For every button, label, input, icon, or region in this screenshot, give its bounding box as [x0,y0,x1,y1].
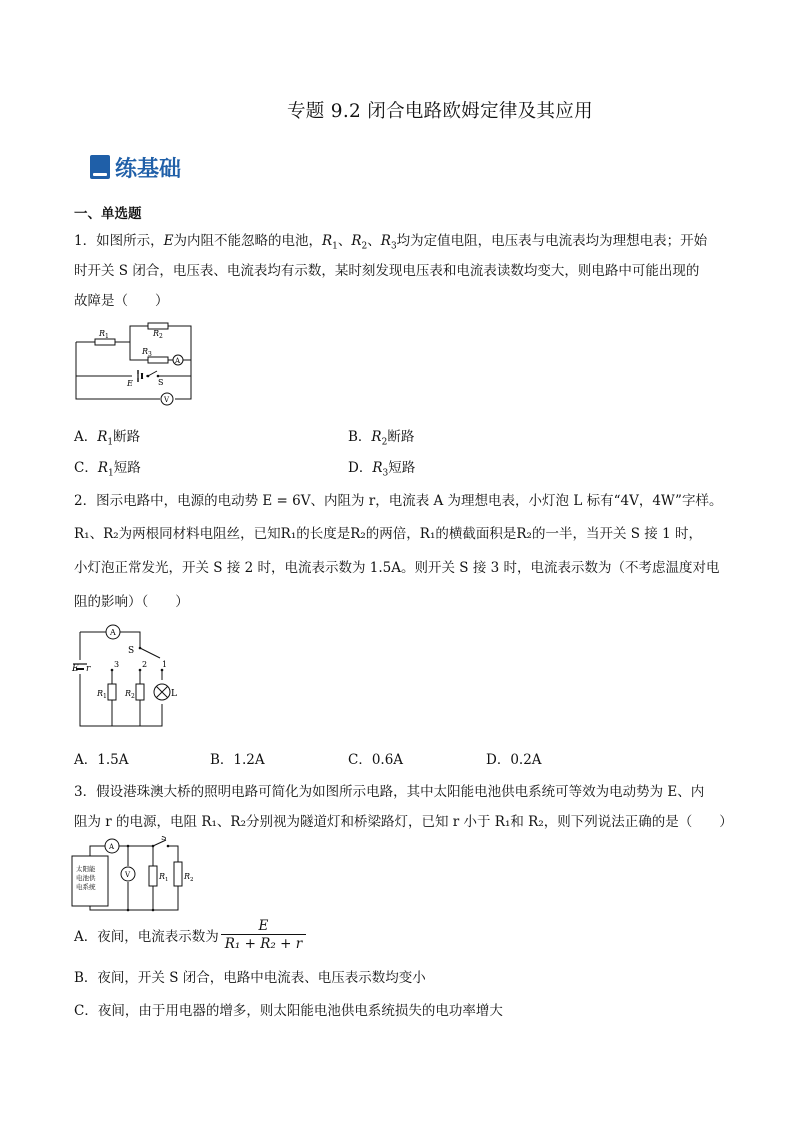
svg-text:电系统: 电系统 [76,883,96,891]
svg-text:1: 1 [105,333,109,340]
svg-text:A: A [110,628,116,637]
svg-text:3: 3 [148,351,152,358]
q1-option-c[interactable]: C．$R_1$短路 [74,460,141,479]
svg-text:R: R [159,872,166,881]
q2-option-a[interactable]: A．1.5A [74,752,129,768]
q1-line2: 时开关 S 闭合，电压表、电流表均有示数，某时刻发现电压表和电流表读数均变大，则电路中可能出现的 [74,263,700,279]
q3-option-c[interactable]: C．夜间，由于用电器的增多，则太阳能电池供电系统损失的电功率增大 [74,1003,503,1019]
svg-text:1: 1 [162,660,168,669]
q1-line1: 1．如图所示，E为内阻不能忽略的电池，$R_1$、$R_2$、$R_3$均为定值电阻，电压表与电流表均为理想电表；开始 [74,233,708,252]
svg-text:S: S [158,378,164,387]
q2-circuit-diagram [70,620,190,732]
ammeter-label: A [175,357,181,365]
q2-option-b[interactable]: B．1.2A [210,752,265,768]
q2-line2: R₁、R₂为两根同材料电阻丝，已知R₁的长度是R₂的两倍，R₁的横截面积是R₂的一半，当开关 S 接 1 时， [74,526,702,542]
q1-option-b[interactable]: B．$R_2$断路 [348,429,415,448]
q3-option-b[interactable]: B．夜间，开关 S 闭合，电路中电流表、电压表示数均变小 [74,970,426,986]
svg-text:L: L [171,689,177,699]
svg-text:R: R [142,347,149,356]
svg-text:V: V [125,871,131,879]
section-heading: 一、单选题 [74,206,142,222]
fraction: $\frac{E}{\text{R₁ + R₂ + r}}$ [221,918,306,952]
q1-option-d[interactable]: D．$R_3$短路 [348,460,416,479]
svg-text:R: R [97,689,104,698]
svg-text:r: r [86,664,91,674]
svg-text:S: S [161,836,167,842]
q1-line3: 故障是（ ） [74,293,169,309]
page-title: 专题 9.2 闭合电路欧姆定律及其应用 [287,101,593,122]
q3-line1: 3．假设港珠澳大桥的照明电路可简化为如图所示电路，其中太阳能电池供电系统可等效为电动势为 E、内 [74,784,705,800]
svg-text:A: A [109,843,115,851]
q3-line2: 阻为 r 的电源，电阻 R₁、R₂分别视为隧道灯和桥梁路灯，已知 r 小于 R₁和 R₂，则下列说法正确的是（ ） [74,814,733,830]
svg-text:3: 3 [114,660,120,669]
svg-text:E: E [72,664,79,674]
svg-text:2: 2 [159,333,163,340]
svg-text:太阳能: 太阳能 [76,865,96,873]
section-banner [90,152,181,182]
svg-text:1: 1 [103,693,107,700]
svg-text:2: 2 [131,693,135,700]
q2-line4: 阻的影响）（ ） [74,594,189,610]
book-icon [90,155,110,179]
q1-option-a[interactable]: A．$R_1$断路 [74,429,141,448]
svg-text:E: E [127,379,133,388]
svg-text:2: 2 [190,877,194,883]
q2-line3: 小灯泡正常发光，开关 S 接 2 时，电流表示数为 1.5A。则开关 S 接 3 时，电流表示数为（不考虑温度对电 [74,560,720,576]
q2-line1: 2．图示电路中，电源的电动势 E = 6V、内阻为 r，电流表 A 为理想电表，小灯泡 L 标有“4V，4W”字样。 [74,493,723,509]
svg-text:电池供: 电池供 [76,874,96,882]
svg-text:R: R [99,329,106,338]
svg-text:R: R [153,329,160,338]
q2-option-c[interactable]: C．0.6A [348,752,404,768]
voltmeter-label: V [164,396,170,404]
svg-text:R: R [184,872,191,881]
q3-option-a[interactable]: A．夜间，电流表示数为 $\frac{E}{\text{R₁ + R₂ + r}}$ [74,918,306,952]
q3-circuit-diagram [68,836,198,914]
banner-text: 练基础 [115,156,182,182]
svg-text:R: R [125,689,132,698]
svg-text:1: 1 [165,877,169,883]
svg-text:2: 2 [142,660,148,669]
q1-circuit-diagram [70,318,200,406]
svg-text:S: S [128,646,135,656]
q2-option-d[interactable]: D．0.2A [486,752,542,768]
